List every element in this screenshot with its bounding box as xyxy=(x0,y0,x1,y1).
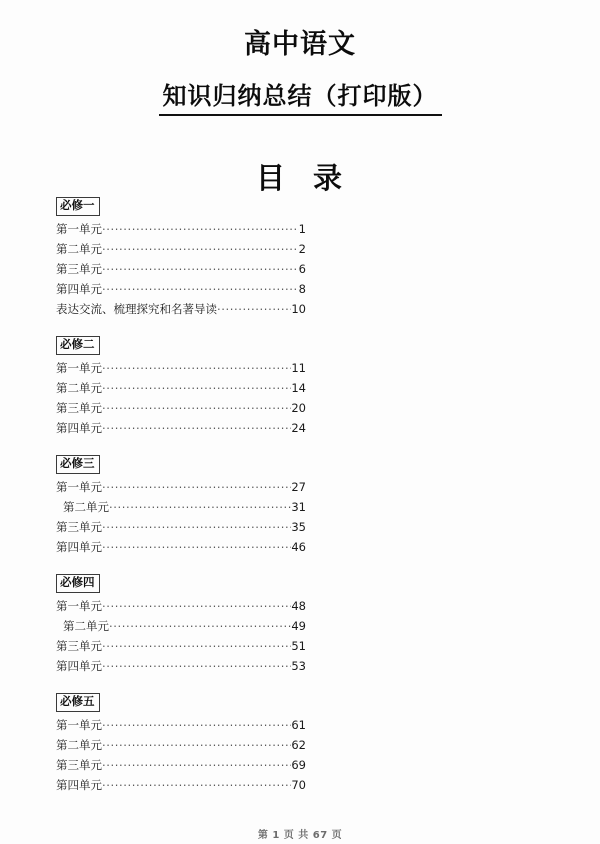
toc-entry-page-number: 2 xyxy=(298,242,306,256)
toc-entry-label: 第四单元 xyxy=(56,659,102,673)
page-footer: 第 1 页 共 67 页 xyxy=(257,830,343,841)
toc-entry-label: 第二单元 xyxy=(56,738,102,752)
toc-entry-label: 第四单元 xyxy=(56,421,102,435)
toc-entry-dot-leader xyxy=(102,541,291,551)
toc-entry-page-number: 48 xyxy=(291,599,306,613)
toc-entry-dot-leader xyxy=(102,640,291,650)
toc-entry-page-number: 20 xyxy=(291,401,306,415)
toc-entry-label: 第三单元 xyxy=(56,520,102,534)
toc-entry-page-number: 61 xyxy=(291,718,306,732)
toc-entry[interactable] xyxy=(56,219,306,239)
toc-entry[interactable] xyxy=(56,775,306,795)
toc-entry-page-number: 11 xyxy=(291,361,306,375)
toc-entry-label: 第二单元 xyxy=(56,381,102,395)
toc-entry-label: 第四单元 xyxy=(56,778,102,792)
toc-entry-label: 第一单元 xyxy=(56,718,102,732)
toc-entry-page-number: 10 xyxy=(291,302,306,316)
toc-entry[interactable] xyxy=(56,517,306,537)
toc-entry-label: 第三单元 xyxy=(56,639,102,653)
toc-section xyxy=(56,690,306,795)
toc-entry[interactable] xyxy=(56,299,306,319)
toc-section-heading: 必修二 xyxy=(56,336,100,356)
toc-entry[interactable] xyxy=(56,418,306,438)
toc-entry-page-number: 51 xyxy=(291,639,306,653)
toc-entry-page-number: 53 xyxy=(291,659,306,673)
toc-entry-page-number: 35 xyxy=(291,520,306,534)
toc-entry-dot-leader xyxy=(102,600,291,610)
toc-entry[interactable] xyxy=(56,279,306,299)
toc-section-heading: 必修一 xyxy=(56,197,100,217)
toc-entry-page-number: 1 xyxy=(298,222,306,236)
document-subtitle-container xyxy=(0,76,600,116)
toc-heading-char-left: 目 xyxy=(255,161,287,195)
toc-entry-label: 第一单元 xyxy=(56,480,102,494)
toc-entry-page-number: 31 xyxy=(291,500,306,514)
toc-entry[interactable] xyxy=(56,755,306,775)
toc-entry-label: 第二单元 xyxy=(63,500,109,514)
toc-entry-page-number: 27 xyxy=(291,480,306,494)
toc-entry-label: 第四单元 xyxy=(56,282,102,296)
toc-entry-dot-leader xyxy=(102,263,299,273)
toc-entry-label: 第三单元 xyxy=(56,758,102,772)
toc-entry[interactable] xyxy=(56,616,306,636)
toc-heading-char-right: 录 xyxy=(313,161,345,195)
toc-entry-dot-leader xyxy=(109,620,291,630)
toc-entry[interactable] xyxy=(56,358,306,378)
toc-entry[interactable] xyxy=(56,497,306,517)
toc-entry-dot-leader xyxy=(102,521,291,531)
toc-section-heading: 必修三 xyxy=(56,455,100,475)
toc-entry-dot-leader xyxy=(109,501,291,511)
toc-entry-dot-leader xyxy=(102,243,299,253)
toc-entry[interactable] xyxy=(56,715,306,735)
toc-entry-dot-leader xyxy=(102,422,291,432)
toc-entry-page-number: 70 xyxy=(291,778,306,792)
table-of-contents-heading xyxy=(0,156,600,197)
toc-entry-dot-leader xyxy=(102,382,291,392)
toc-entry-label: 第一单元 xyxy=(56,361,102,375)
toc-section xyxy=(56,452,306,557)
toc-entry-label: 第一单元 xyxy=(56,599,102,613)
toc-section xyxy=(56,571,306,676)
toc-entry-label: 第三单元 xyxy=(56,262,102,276)
toc-entry-dot-leader xyxy=(102,660,291,670)
toc-section xyxy=(56,333,306,438)
toc-entry[interactable] xyxy=(56,596,306,616)
document-subtitle: 知识归纳总结（打印版） xyxy=(159,76,442,116)
toc-section-heading: 必修四 xyxy=(56,574,100,594)
toc-entry-page-number: 49 xyxy=(291,619,306,633)
toc-entry-dot-leader xyxy=(102,739,291,749)
toc-entry-dot-leader xyxy=(102,402,291,412)
toc-entry[interactable] xyxy=(56,477,306,497)
toc-entry-label: 表达交流、梳理探究和名著导读 xyxy=(56,302,217,316)
toc-entry[interactable] xyxy=(56,537,306,557)
toc-entry-label: 第二单元 xyxy=(63,619,109,633)
toc-entry-dot-leader xyxy=(217,303,291,313)
toc-entry[interactable] xyxy=(56,636,306,656)
toc-entry[interactable] xyxy=(56,656,306,676)
document-title: 高中语文 xyxy=(244,29,356,60)
toc-entry-page-number: 14 xyxy=(291,381,306,395)
table-of-contents xyxy=(56,194,306,795)
toc-entry[interactable] xyxy=(56,735,306,755)
toc-entry[interactable] xyxy=(56,378,306,398)
toc-entry-page-number: 6 xyxy=(298,262,306,276)
toc-entry-label: 第四单元 xyxy=(56,540,102,554)
toc-entry-dot-leader xyxy=(102,223,299,233)
toc-entry-dot-leader xyxy=(102,719,291,729)
toc-entry-dot-leader xyxy=(102,779,291,789)
toc-entry-page-number: 8 xyxy=(298,282,306,296)
toc-entry-label: 第二单元 xyxy=(56,242,102,256)
toc-entry-label: 第三单元 xyxy=(56,401,102,415)
toc-section xyxy=(56,194,306,319)
toc-entry-dot-leader xyxy=(102,759,291,769)
toc-entry[interactable] xyxy=(56,259,306,279)
toc-entry[interactable] xyxy=(56,239,306,259)
toc-entry-page-number: 62 xyxy=(291,738,306,752)
toc-entry-page-number: 46 xyxy=(291,540,306,554)
toc-entry-dot-leader xyxy=(102,283,299,293)
toc-entry-page-number: 69 xyxy=(291,758,306,772)
toc-entry-dot-leader xyxy=(102,481,291,491)
toc-entry-page-number: 24 xyxy=(291,421,306,435)
toc-entry-dot-leader xyxy=(102,362,291,372)
toc-entry[interactable] xyxy=(56,398,306,418)
toc-entry-label: 第一单元 xyxy=(56,222,102,236)
toc-section-heading: 必修五 xyxy=(56,693,100,713)
